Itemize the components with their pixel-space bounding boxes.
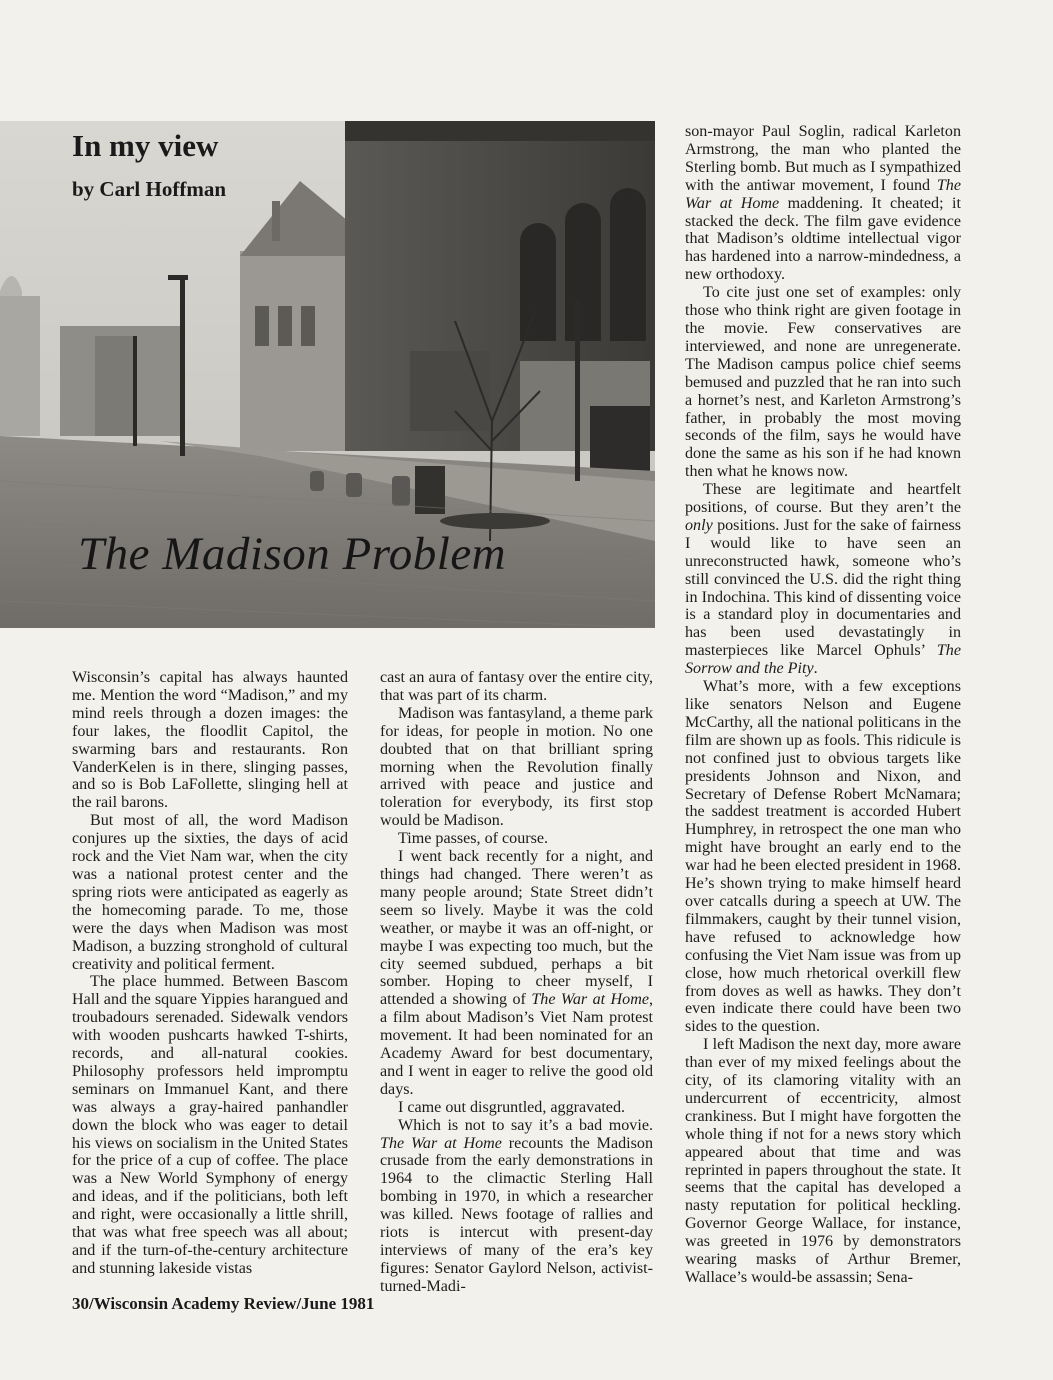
paragraph-text: To cite just one set of examples: only those who think right are given footage in the movie. Few conservatives are interviewed, and none are unregenerate. The Madison campus police chief seems bemused and puzzled that he ran into such a hornet’s nest, and Karleton Armstrong’s father, in probably the most moving seconds of the film, says he would have done the same as his son if he had known then what he knows now. [685, 284, 961, 481]
paragraph [685, 1036, 961, 1287]
column-middle [380, 669, 653, 1296]
paragraph-text: I went back recently for a night, and things had changed. There weren’t as many people around; State Street didn’t seem so lively. Maybe it was the cold weather, or maybe it was an off-night, or maybe I was expecting too much, but the city seemed subdued, perhaps a bit somber. Hoping to cheer myself, I attended a showing of [380, 848, 653, 1009]
italic-title: The Sorrow and the Pity [685, 642, 961, 678]
paragraph [685, 678, 961, 1036]
paragraph [685, 284, 961, 481]
paragraph [380, 705, 653, 830]
paragraph [72, 973, 348, 1277]
paragraph [685, 123, 961, 284]
paragraph [380, 1117, 653, 1296]
column-left [72, 669, 348, 1278]
section-heading: In my view [72, 128, 219, 163]
paragraph-text: I came out disgruntled, aggravated. [398, 1098, 626, 1116]
paragraph-text: But most of all, the word Madison conjures up the sixties, the days of acid rock and the Viet Nam war, when the city was a national protest center and the spring riots were anticipated as eagerly as the homecoming parade. To me, those were the days when Madison was most Madison, a buzzing stronghold of cultural creativity and political ferment. [72, 812, 348, 973]
paragraph-text: The place hummed. Between Bascom Hall and the square Yippies harangued and troubadours serenaded. Sidewalk vendors with wooden pushcarts hawked T-shirts, records, and all-natural cookies. Philosophy professors held impromptu seminars on Immanuel Kant, and there was always a gray-haired panhandler down the block who was eager to detail his views on socialism in the United States for the price of a cup of coffee. The place was a New World Symphony of energy and ideas, and if the politicians, both left and right, were occasionally a little shrill, that was what free speech was all about; and if the turn-of-the-century architecture and stunning lakeside vistas [72, 973, 348, 1277]
paragraph-text: recounts the Madison crusade from the early demonstrations in 1964 to the climactic Sterling Hall bombing in 1970, in which a researcher was killed. News footage of rallies and riots is intercut with present-day interviews of many of the era’s key figures: Senator Gaylord Nelson, activist-turned-Madi- [380, 1134, 653, 1295]
paragraph [380, 669, 653, 705]
paragraph [380, 1099, 653, 1117]
paragraph-text: , a film about Madison’s Viet Nam protest movement. It had been nominated for an Academy Award for best documentary, and I went in eager to relive the good old days. [380, 991, 654, 1098]
italic-title: The War at Home [685, 176, 961, 212]
paragraph [72, 812, 348, 973]
paragraph-text: Time passes, of course. [398, 830, 549, 848]
paragraph [685, 481, 961, 678]
paragraph-text: What’s more, with a few exceptions like senators Nelson and Eugene McCarthy, all the national politicans in the film are shown up as fools. This ridicule is not confined just to obvious targets like presidents Johnson and Nixon, and Secretary of Defense Robert McNamara; the saddest treatment is accorded Hubert Humphrey, in retrospect the one man who might have brought an early end to the war had he been elected president in 1968. He’s shown trying to make himself heard over catcalls during a speech at UW. The filmmakers, caught by their tunnel vision, have refused to acknowledge how confusing the Viet Nam issue was from up close, how much rhetorical overkill flew from doves as well as hawks. They don’t even indicate there could have been two sides to the question. [685, 678, 961, 1036]
paragraph [72, 669, 348, 812]
paragraph-text: I left Madison the next day, more aware than ever of my mixed feelings about the city, of its clamoring vitality with an undercurrent of eccentricity, almost crankiness. But I might have forgotten the whole thing if not for a news story which appeared about that time and was reprinted in papers throughout the state. It seems that the capital has developed a nasty reputation for political heckling. Governor George Wallace, for instance, was greeted in 1976 by demonstrators wearing masks of Arthur Bremer, Wallace’s would-be assassin; Sena- [685, 1036, 961, 1286]
paragraph-text: Wisconsin’s capital has always haunted me. Mention the word “Madison,” and my mind reels through a dozen images: the four lakes, the floodlit Capitol, the swarming bars and restaurants. Ron VanderKelen is in there, slinging passes, and so is Bob LaFollette, slinging hell at the rail barons. [72, 669, 348, 812]
paragraph-text: son-mayor Paul Soglin, radical Karleton Armstrong, the man who planted the Sterling bomb. But much as I sympathized with the antiwar movement, I found [685, 123, 961, 194]
page-footer: 30/Wisconsin Academy Review/June 1981 [72, 1294, 375, 1313]
paragraph-text: . [813, 660, 818, 678]
paragraph-text: cast an aura of fantasy over the entire city, that was part of its charm. [380, 669, 653, 704]
byline: by Carl Hoffman [72, 177, 226, 201]
paragraph-text: positions. Just for the sake of fairness I would like to have seen an unreconstructed hawk, someone who’s still convinced the U.S. did the right thing in Indochina. This kind of dissenting voice is a standard ploy in documentaries and has been used devastatingly in masterpieces like Marcel Ophuls’ [685, 516, 961, 660]
column-right [685, 123, 961, 1287]
paragraph-text: These are legitimate and heartfelt positions, of course. But they aren’t the [685, 481, 961, 517]
paragraph-text: maddening. It cheated; it stacked the deck. The film gave evidence that Madison’s oldtime intellectual vigor has hardened into a narrow-mindedness, a new orthodoxy. [685, 194, 961, 284]
italic-title: The War at Home [380, 1134, 502, 1152]
italic-title: only [685, 516, 713, 534]
article-title: The Madison Problem [78, 528, 507, 580]
paragraph-text: Which is not to say it’s a bad movie. [398, 1116, 653, 1134]
paragraph-text: Madison was fantasyland, a theme park for ideas, for people in motion. No one doubted that on that brilliant spring morning when the Revolution finally arrived with peace and justice and toleration for everybody, its first stop would be Madison. [380, 704, 653, 830]
paragraph [380, 830, 653, 848]
paragraph [380, 848, 653, 1099]
italic-title: The War at Home [531, 991, 649, 1009]
